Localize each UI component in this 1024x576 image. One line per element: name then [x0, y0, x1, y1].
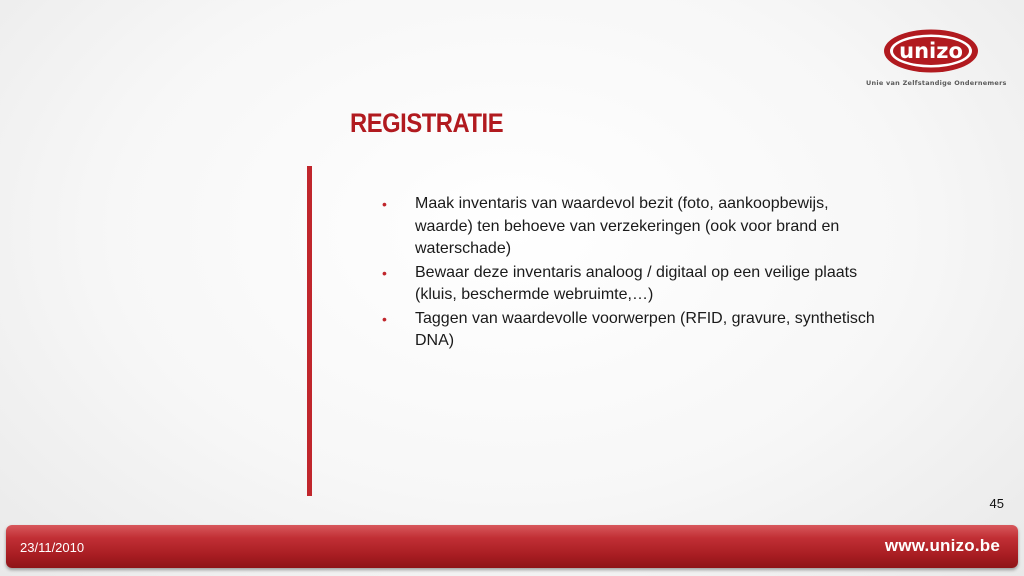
logo-tagline: Unie van Zelfstandige Ondernemers: [866, 79, 1007, 87]
footer-bar: [6, 525, 1018, 568]
bullet-text: Bewaar deze inventaris analoog / digitaal op een veilige plaats (kluis, beschermde webruimte,…): [415, 263, 858, 303]
slide-title: REGISTRATIE: [350, 108, 504, 138]
logo-text: unizo: [899, 39, 963, 63]
bullet-text: Maak inventaris van waardevol bezit (foto, aankoopbewijs, waarde) ten behoeve van verzekeringen (ook voor brand en waterschade): [415, 195, 840, 257]
bullet-item: [382, 193, 882, 261]
bullet-item: [382, 308, 882, 353]
footer-url: www.unizo.be: [884, 536, 1000, 555]
page-number: 45: [989, 496, 1004, 511]
unizo-logo: [866, 28, 1016, 90]
bullet-list: [382, 193, 882, 354]
bullet-dot-icon: •: [382, 310, 387, 327]
bullet-dot-icon: •: [382, 196, 387, 212]
vertical-divider: [307, 166, 312, 496]
bullet-text: Taggen van waardevolle voorwerpen (RFID, gravure, synthetisch DNA): [415, 309, 875, 349]
bullet-item: [382, 262, 882, 307]
footer-date: 23/11/2010: [20, 540, 85, 555]
bullet-dot-icon: •: [382, 264, 387, 281]
logo-mark: [882, 28, 980, 74]
